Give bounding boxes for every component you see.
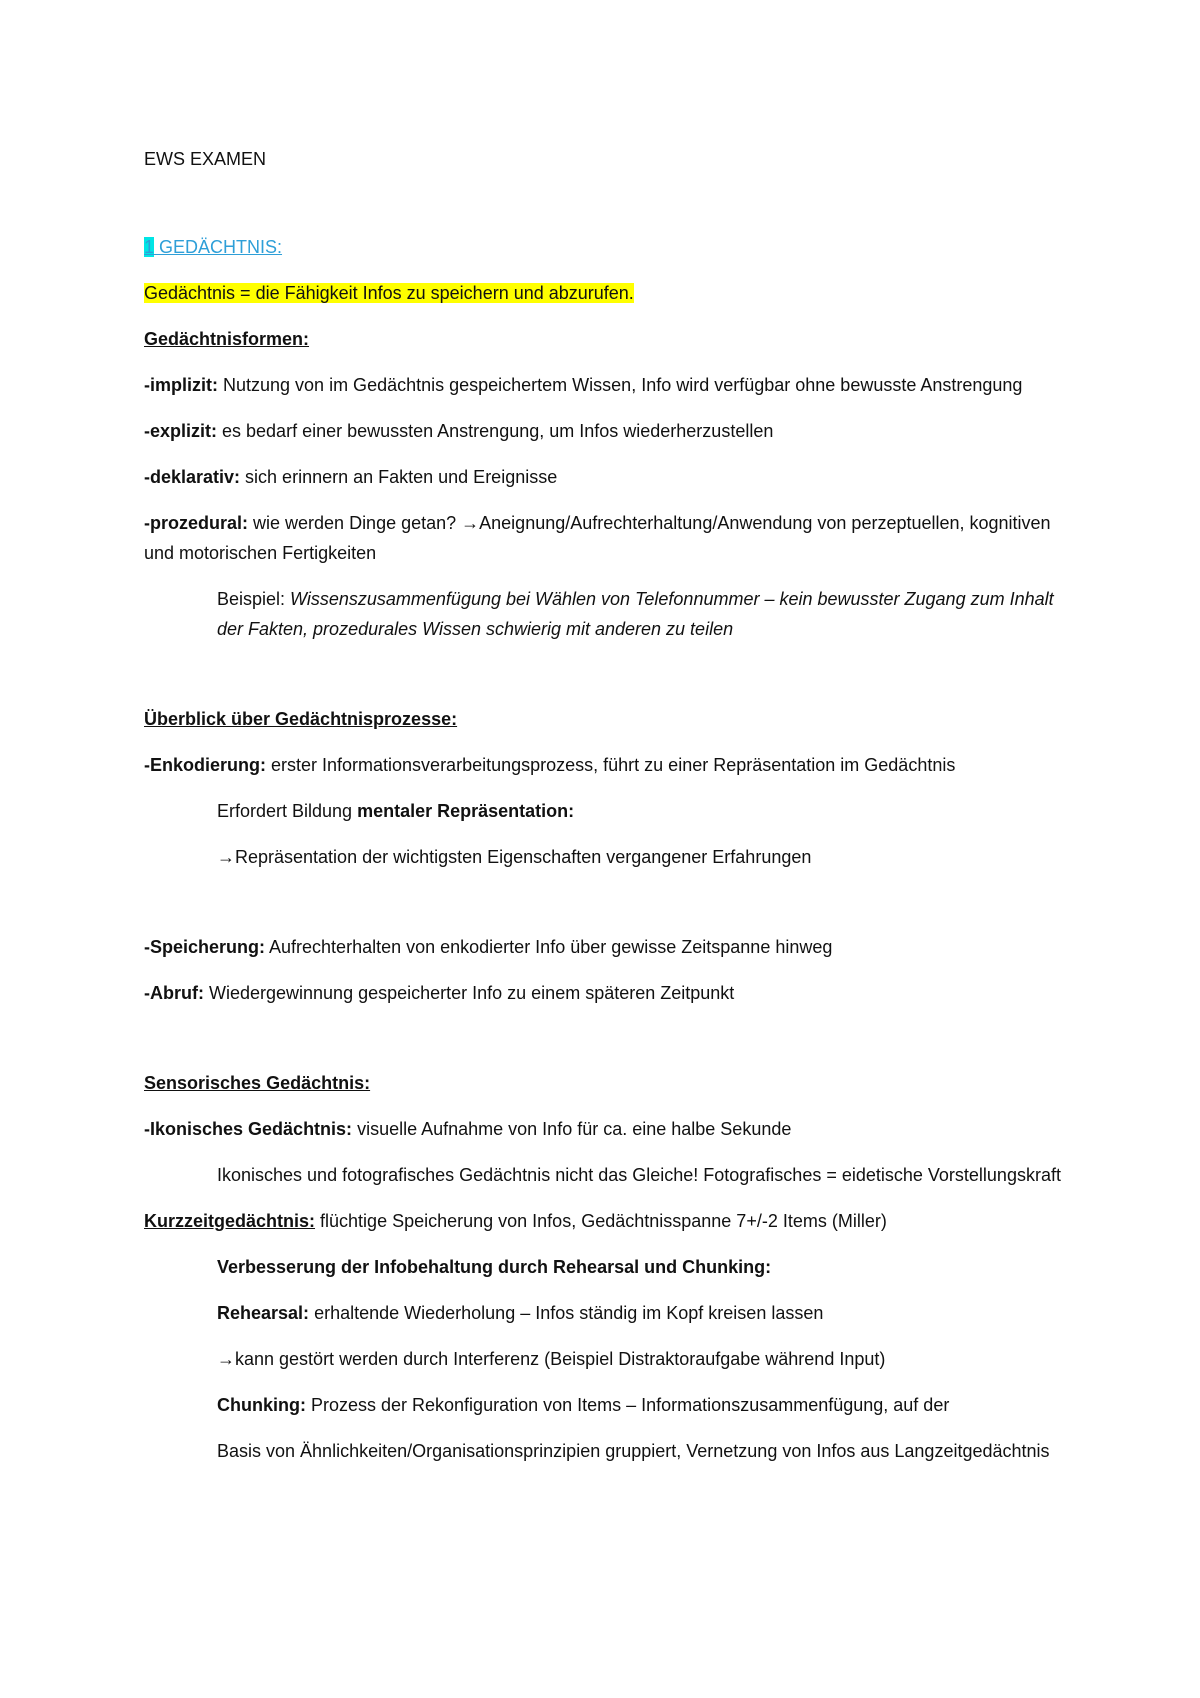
term-kurzzeit: Kurzzeitgedächtnis: [144,1211,316,1231]
item-abruf [144,978,1080,1008]
text-explizit: es bedarf einer bewussten Anstrengung, um Infos wiederherzustellen [217,421,774,441]
beispiel-paragraph [144,584,1080,644]
heading-gedaechtnisprozesse: Überblick über Gedächtnisprozesse: [144,709,458,729]
section-number: 1 [144,237,155,257]
repraesentation-paragraph: →Repräsentation der wichtigsten Eigenschaften vergangener Erfahrungen [217,847,812,867]
chunking-continuation: Basis von Ähnlichkeiten/Organisationsprinzipien gruppiert, Vernetzung von Infos aus Langzeitgedächtnis [217,1441,1050,1461]
item-speicherung [144,932,1080,962]
term-prozedural: -prozedural: [144,513,249,533]
text-deklarativ: sich erinnern an Fakten und Ereignisse [240,467,558,487]
text-abruf: Wiedergewinnung gespeicherter Info zu einem späteren Zeitpunkt [203,983,735,1003]
text-rehearsal: erhaltende Wiederholung – Infos ständig im Kopf kreisen lassen [309,1303,824,1323]
term-speicherung: -Speicherung: [144,937,266,957]
interferenz-paragraph: →kann gestört werden durch Interferenz (Beispiel Distraktoraufgabe während Input) [217,1349,886,1369]
text-speicherung: Aufrechterhalten von enkodierter Info über gewisse Zeitspanne hinweg [265,937,833,957]
item-ikonisch [144,1114,1080,1144]
erfordert-bold: mentaler Repräsentation: [357,801,575,821]
item-prozedural [144,508,1080,568]
item-implizit [144,370,1080,400]
verbesserung-heading: Verbesserung der Infobehaltung durch Rehearsal und Chunking: [217,1257,772,1277]
text-kurzzeit: flüchtige Speicherung von Infos, Gedächtnisspanne 7+/-2 Items (Miller) [315,1211,887,1231]
text-ikonisch: visuelle Aufnahme von Info für ca. eine halbe Sekunde [352,1119,792,1139]
term-ikonisch: -Ikonisches Gedächtnis: [144,1119,353,1139]
beispiel-label: Beispiel: [217,589,291,609]
text-chunking: Prozess der Rekonfiguration von Items – Informationszusammenfügung, auf der [305,1395,950,1415]
definition-paragraph [144,278,1080,308]
erfordert-text: Erfordert Bildung [217,801,358,821]
spacer [144,888,1080,932]
item-deklarativ [144,462,1080,492]
document-title: EWS EXAMEN [144,149,267,169]
term-abruf: -Abruf: [144,983,204,1003]
erfordert-paragraph [144,796,1080,826]
heading-gedaechtnisformen: Gedächtnisformen: [144,329,310,349]
beispiel-text: Wissenszusammenfügung bei Wählen von Telefonnummer – kein bewusster Zugang zum Inhalt der Fakten, prozedurales Wissen schwierig mit anderen zu teilen [217,589,1054,639]
term-implizit: -implizit: [144,375,218,395]
item-explizit [144,416,1080,446]
item-enkodierung [144,750,1080,780]
section-heading-gedaechtnis [144,232,1080,262]
definition-highlight: Gedächtnis = die Fähigkeit Infos zu speichern und abzurufen. [144,283,634,303]
spacer [144,660,1080,704]
item-chunking [144,1390,1080,1420]
term-chunking: Chunking: [217,1395,306,1415]
section-title: GEDÄCHTNIS: [154,237,283,257]
spacer [144,1024,1080,1068]
item-rehearsal [144,1298,1080,1328]
heading-sensorisches-gedaechtnis: Sensorisches Gedächtnis: [144,1073,371,1093]
text-enkodierung: erster Informationsverarbeitungsprozess, führt zu einer Repräsentation im Gedächtnis [266,755,956,775]
term-explizit: -explizit: [144,421,218,441]
text-implizit: Nutzung von im Gedächtnis gespeichertem Wissen, Info wird verfügbar ohne bewusste Anstrengung [218,375,1023,395]
term-enkodierung: -Enkodierung: [144,755,266,775]
item-kurzzeit [144,1206,1080,1236]
term-deklarativ: -deklarativ: [144,467,241,487]
text-prozedural: wie werden Dinge getan? →Aneignung/Aufrechterhaltung/Anwendung von perzeptuellen, kognitiven und motorischen Fertigkeiten [144,513,1051,563]
term-rehearsal: Rehearsal: [217,1303,310,1323]
ikonisch-note: Ikonisches und fotografisches Gedächtnis nicht das Gleiche! Fotografisches = eidetische Vorstellungskraft [217,1165,1061,1185]
